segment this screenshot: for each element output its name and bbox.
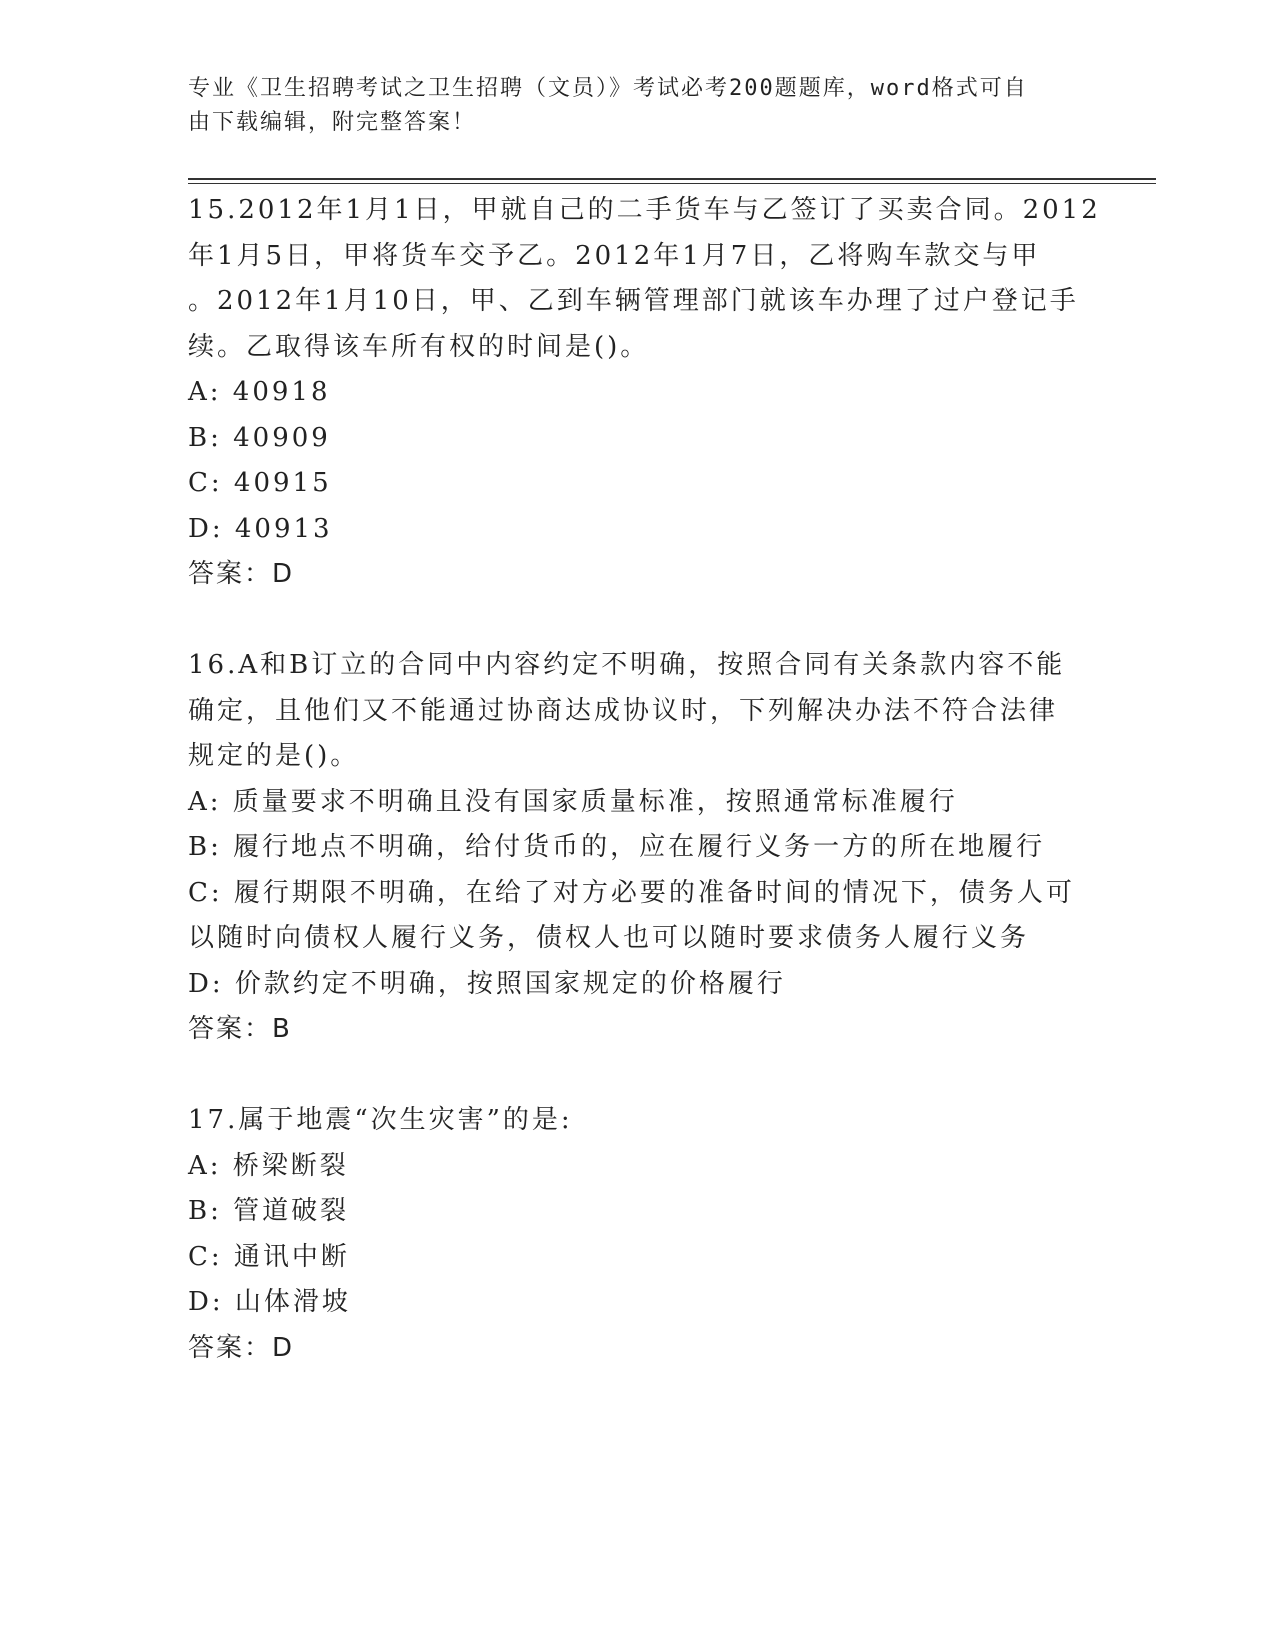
- answer-text: 答案：D: [188, 559, 295, 589]
- answer-text: 答案：D: [188, 1332, 295, 1363]
- question-block: [188, 1098, 1088, 1371]
- question-list: [188, 188, 1101, 1371]
- option-a: A: 质量要求不明确且没有国家质量标准，按照通常标准履行: [188, 786, 958, 817]
- header-divider: [188, 183, 1156, 184]
- option-b: B: 管道破裂: [188, 1196, 350, 1226]
- option-d: D: 山体滑坡: [188, 1287, 351, 1317]
- option-a: A: 40918: [188, 377, 331, 407]
- spacer: [188, 1053, 1088, 1099]
- question-text: 年1月5日，甲将货车交予乙。2012年1月7日，乙将购车款交与甲: [188, 240, 1041, 271]
- answer-text: 答案：B: [188, 1014, 292, 1044]
- question-text: 。2012年1月10日，甲、乙到车辆管理部门就该车办理了过户登记手: [188, 286, 1079, 316]
- question-text: 15.2012年1月1日，甲就自己的二手货车与乙签订了买卖合同。2012: [188, 195, 1101, 225]
- document-header: [188, 72, 1088, 140]
- question-block: [188, 643, 1088, 1053]
- option-c: C: 通讯中断: [188, 1241, 350, 1272]
- header-line: 专业《卫生招聘考试之卫生招聘（文员）》考试必考200题题库，word格式可自: [188, 76, 1028, 101]
- option-b: B: 履行地点不明确，给付货币的，应在履行义务一方的所在地履行: [188, 832, 1046, 862]
- question-text: 16.A和B订立的合同中内容约定不明确，按照合同有关条款内容不能: [188, 650, 1066, 680]
- question-text: 规定的是()。: [188, 741, 360, 771]
- spacer: [188, 598, 1088, 644]
- header-divider: [188, 178, 1156, 180]
- option-a: A: 桥梁断裂: [188, 1150, 349, 1181]
- question-text: 确定，且他们又不能通过协商达成协议时，下列解决办法不符合法律: [188, 695, 1059, 726]
- option-c: C: 履行期限不明确，在给了对方必要的准备时间的情况下，债务人可: [188, 877, 1075, 908]
- option-d: D: 40913: [188, 513, 333, 544]
- question-text: 续。乙取得该车所有权的时间是()。: [188, 331, 650, 362]
- option-c-continued: 以随时向债权人履行义务，债权人也可以随时要求债务人履行义务: [188, 923, 1030, 953]
- header-line: 由下载编辑，附完整答案！: [188, 110, 477, 135]
- option-d: D: 价款约定不明确，按照国家规定的价格履行: [188, 968, 786, 999]
- question-block: [188, 188, 1101, 598]
- option-b: B: 40909: [188, 422, 331, 453]
- question-text: 17.属于地震“次生灾害”的是:: [188, 1105, 573, 1135]
- option-c: C: 40915: [188, 468, 332, 498]
